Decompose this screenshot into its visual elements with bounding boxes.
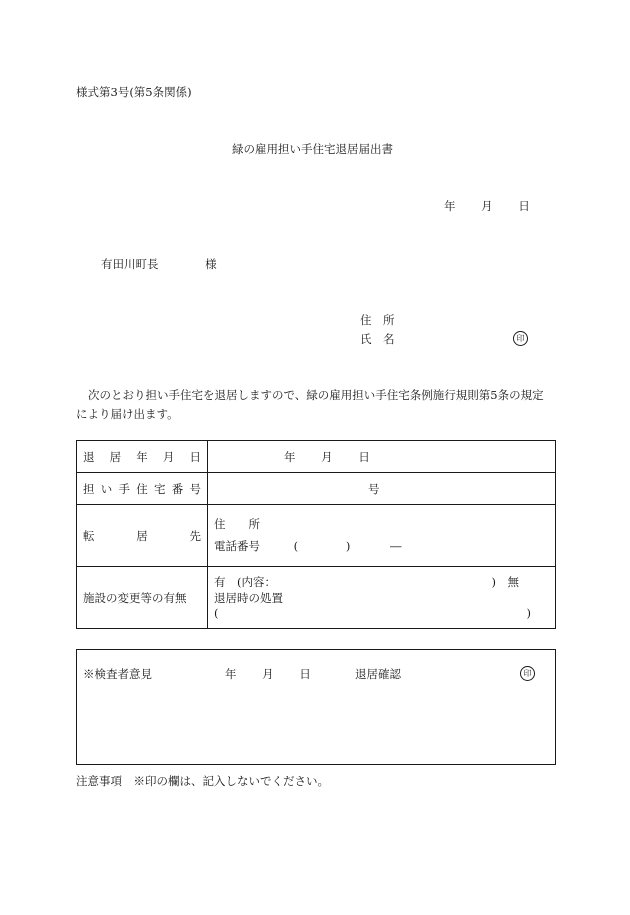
housing-number-suffix: 号 [368,481,380,496]
facility-close-no: ) 無 [491,574,519,589]
row-move-out-date [77,441,556,473]
form-table [76,440,556,629]
document-title: 緑の雇用担い手住宅退居届出書 [232,142,393,156]
inspection-box [76,649,556,765]
housing-number-field[interactable] [208,473,556,505]
label-new-address: 転 居 先 [83,528,201,543]
disposal-paren-close: ) [526,605,531,620]
row-housing-number [77,473,556,505]
facility-changes-field[interactable] [208,567,556,629]
phone-label: 電話番号 [214,538,260,553]
disposal-label: 退居時の処置 [214,590,283,605]
addressee-honorific: 様 [205,257,217,271]
move-out-year: 年 [284,449,296,464]
label-facility-changes: 施設の変更等の有無 [83,590,187,605]
inspection-seal-icon: 印 [520,666,535,681]
disposal-paren-open: ( [214,605,219,620]
date-line [444,198,530,214]
form-number: 様式第3号(第5条関係) [76,85,192,99]
note: 注意事項 ※印の欄は、記入しないでください。 [76,774,329,788]
new-address-label: 住 所 [214,516,260,531]
addressee-name: 有田川町長 [101,257,159,271]
body-text-line-1: 次のとおり担い手住宅を退居しますので、緑の雇用担い手住宅条例施行規則第5条の規定 [88,388,544,402]
phone-dash: ― [389,538,402,553]
inspection-year: 年 [225,667,237,681]
phone-paren-open: ( [293,538,299,553]
label-move-out-date: 退 居 年 月 日 [83,449,201,464]
new-address-field[interactable] [208,505,556,567]
row-new-address [77,505,556,567]
date-year: 年 [444,199,456,213]
applicant-address-label: 住 所 [360,313,395,327]
inspection-confirm: 退居確認 [355,667,401,681]
phone-paren-close: ) [345,538,351,553]
addressee [101,256,217,272]
facility-yes-content: 有 (内容： [214,574,276,589]
date-day: 日 [518,199,530,213]
inspection-label: ※検査者意見 [83,667,152,681]
inspection-day: 日 [299,667,311,681]
move-out-date-field[interactable] [208,441,556,473]
body-text-line-2: により届け出ます。 [76,407,179,421]
move-out-day: 日 [358,449,370,464]
applicant-seal-icon: 印 [513,331,528,346]
applicant-name-label: 氏 名 [360,332,395,346]
row-facility-changes [77,567,556,629]
label-housing-number: 担 い 手 住 宅 番 号 [83,481,201,496]
move-out-month: 月 [321,449,333,464]
inspection-month: 月 [262,667,274,681]
date-month: 月 [481,199,493,213]
